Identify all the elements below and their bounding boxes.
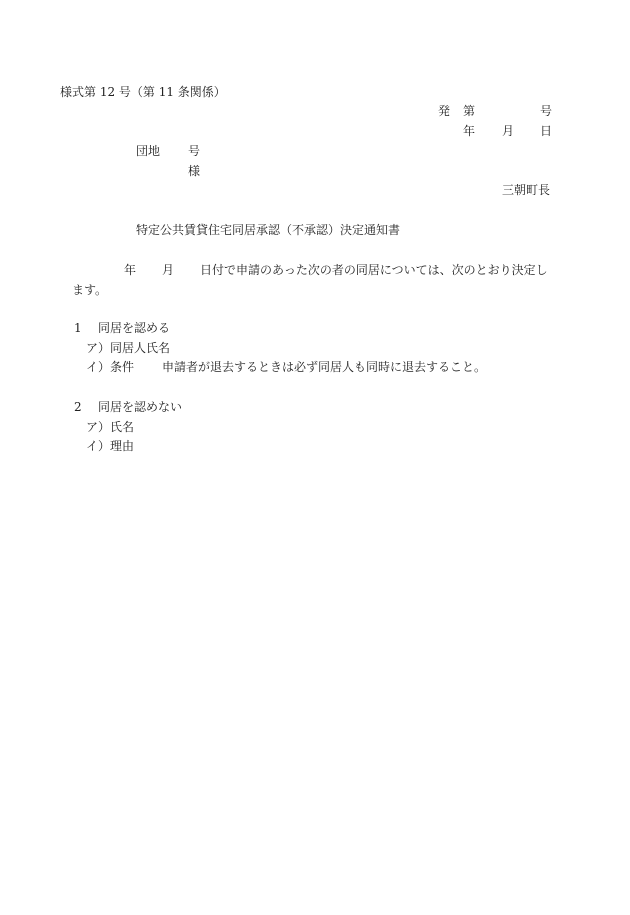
recipient-sama: 様 (188, 164, 201, 178)
date-day: 日 (540, 124, 553, 138)
section2-item-b: イ）理由 (86, 439, 135, 453)
section1-heading: 同居を認める (98, 321, 171, 335)
issue-dai: 第 (463, 104, 476, 118)
issuer: 三朝町長 (502, 183, 551, 197)
section1-number: 1 (74, 321, 82, 335)
body-month: 月 (162, 263, 175, 277)
date-month: 月 (502, 124, 515, 138)
section1-item-b: イ）条件 (86, 360, 135, 374)
section1-item-b-text: 申請者が退去するときは必ず同居人も同時に退去すること。 (162, 360, 487, 374)
section2-item-a: ア）氏名 (86, 420, 135, 434)
issue-hatsu: 発 (438, 104, 451, 118)
date-year: 年 (463, 124, 476, 138)
body-text-line1: 日付で申請のあった次の者の同居については、次のとおり決定し (200, 263, 548, 277)
recipient-danchi: 団地 (136, 144, 161, 158)
form-number: 様式第 12 号（第 11 条関係） (60, 85, 226, 99)
recipient-go: 号 (188, 144, 201, 158)
body-year: 年 (124, 263, 137, 277)
document-title: 特定公共賃貸住宅同居承認（不承認）決定通知書 (136, 223, 401, 237)
issue-go: 号 (540, 104, 553, 118)
body-text-line2: ます。 (72, 283, 108, 297)
section2-heading: 同居を認めない (98, 400, 183, 414)
section1-item-a: ア）同居人氏名 (86, 341, 171, 355)
section2-number: 2 (74, 400, 82, 414)
